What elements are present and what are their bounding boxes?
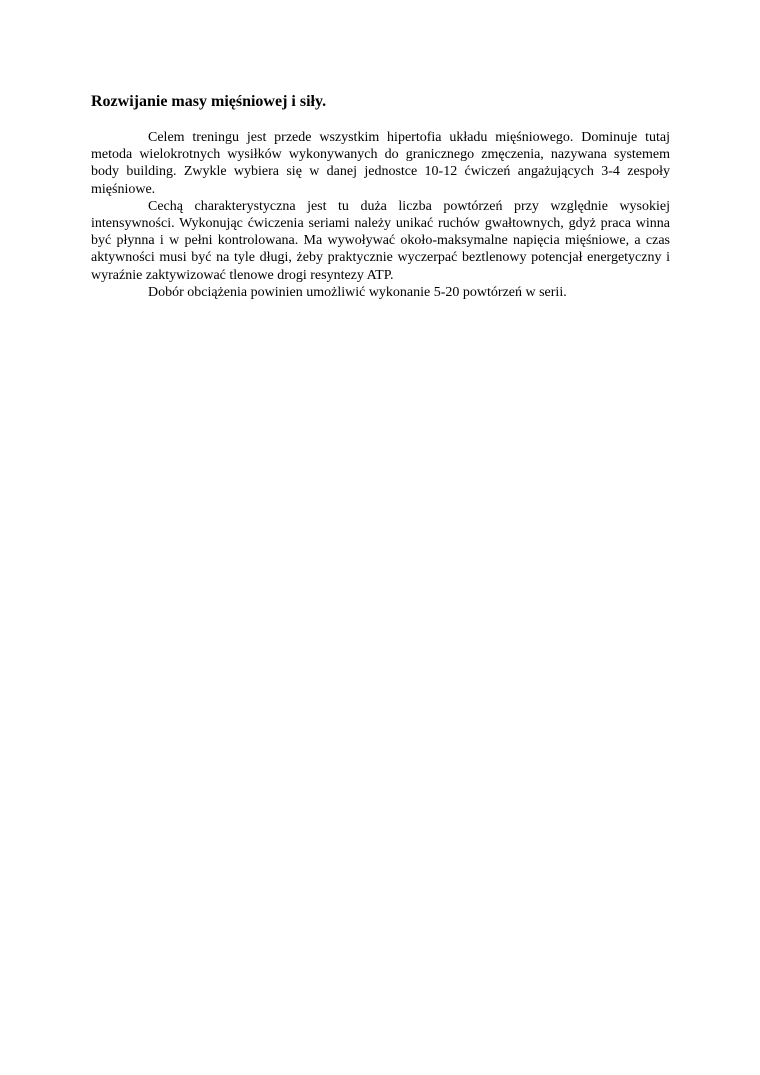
- paragraph-3: Dobór obciążenia powinien umożliwić wykonanie 5-20 powtórzeń w serii.: [148, 284, 567, 300]
- paragraph-1: Celem treningu jest przede wszystkim hipertofia układu mięśniowego. Dominuje tutaj metoda wielokrotnych wysiłków wykonywanych do granicznego zmęczenia, nazywana systemem body building. Zwykle wybiera się w danej jednostce 10-12 ćwiczeń angażujących 3-4 zespoły mięśniowe.: [91, 130, 670, 197]
- paragraph-2: Cechą charakterystyczna jest tu duża liczba powtórzeń przy względnie wysokiej intensywności. Wykonując ćwiczenia seriami należy unikać ruchów gwałtownych, gdyż praca winna być płynna i w pełni kontrolowana. Ma wywoływać około-maksymalne napięcia mięśniowe, a czas aktywności musi być na tyle długi, żeby praktycznie wyczerpać beztlenowy potencjał energetyczny i wyraźnie zaktywizować tlenowe drogi resyntezy ATP.: [91, 198, 670, 283]
- document-body: [91, 92, 670, 301]
- document-title: Rozwijanie masy mięśniowej i siły.: [91, 93, 327, 110]
